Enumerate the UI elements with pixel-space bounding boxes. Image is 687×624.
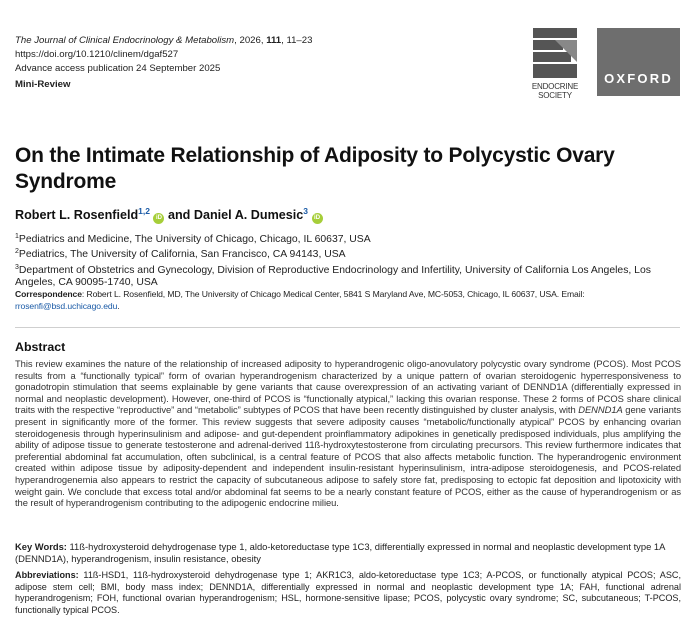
endocrine-society-mark-icon [533,28,577,78]
journal-header [15,34,505,92]
affiliation-1-text: Pediatrics and Medicine, The University of Chicago, Chicago, IL 60637, USA [18,234,371,245]
affiliation-2-text: Pediatrics, The University of California, San Francisco, CA 94143, USA [18,249,346,261]
abbreviations-text: 11ß-HSD1, 11ß-hydroxysteroid dehydrogenase type 1; AKR1C3, aldo-ketoreductase type 1C3; A-PCOS, or functionally atypical PCOS; ASC, adipose stem cell; BMI, body mass index; DENND1A, differentially expressed in normal and neoplastic development type 1A; FAH, functional adrenal hyperandrogenism; FOH, functional ovarian hyperandrogenism; HSL, hormone-sensitive lipase; PCOS, polycystic ovary syndrome; SC, subcutaneous; T-PCOS, functionally typical PCOS. [15,570,681,615]
keywords [15,541,681,564]
oxford-logo[interactable] [597,28,680,96]
citation-line [15,34,505,48]
correspondence [15,289,683,312]
abbreviations-label: Abbreviations: [15,570,79,580]
correspondence-end: . [117,300,120,311]
section-divider [15,327,680,328]
author-list [15,206,323,224]
article-title: On the Intimate Relationship of Adiposity to Polycystic Ovary Syndrome [15,144,615,193]
society-logo-text [518,83,592,100]
article-type: Mini-Review [15,79,71,90]
society-logo-line2: SOCIETY [538,90,572,100]
abstract-part1: This review examines the nature of the relationship of increased adiposity to hyperandrogenic oligo-anovulatory polycystic ovary syndrome (PCOS). Most PCOS results from a “functionally typical” form of ovarian hyperandrogenism characterized by a unique pattern of ovarian steroidogenic hyperresponsiveness to gonadotropin stimulation that seems explainable by gene variants that cause overexpression of an activating variant of DENND1A (differentially expressed in normal and neoplastic development). However, one-third of PCOS is “functionally atypical,” lacking this ovarian response. These 2 forms of PCOS share clinical traits with the respective “reproductive” and “metabolic” subtypes of PCOS that have been recently distinguished by cluster analysis, with [15,358,681,416]
journal-name: The Journal of Clinical Endocrinology & Metabolism [15,35,235,46]
abstract-heading: Abstract [15,340,66,354]
author-rosenfield[interactable]: Robert L. Rosenfield [15,208,139,222]
abstract-body [15,358,681,509]
doi-link[interactable]: https://doi.org/10.1210/clinem/dgaf527 [15,49,179,60]
affiliation-1-num: 1 [15,233,19,240]
affiliation-1 [15,231,675,246]
author2-affil-sup[interactable]: 3 [303,206,309,216]
abbreviations [15,570,681,616]
affiliation-2-num: 2 [15,248,19,256]
affiliations [15,231,675,290]
orcid-icon[interactable]: iD [153,213,164,224]
orcid-icon[interactable]: iD [312,213,323,224]
affiliation-2 [15,246,675,261]
citation-volume: 111 [266,35,282,46]
oxford-logo-text: OXFORD [604,71,673,86]
author-joiner: and [164,208,194,222]
endocrine-society-logo[interactable] [518,28,592,100]
keywords-text: 11ß-hydroxysteroid dehydrogenase type 1, aldo-ketoreductase type 1C3, differentially expressed in normal and neoplastic development type 1A (DENND1A), hyperandrogenism, insulin resistance, obesity [15,541,665,564]
society-logo-line1: ENDOCRINE [531,82,579,91]
advance-access-date: Advance access publication 24 September 2025 [15,63,221,74]
author-dumesic[interactable]: Daniel A. Dumesic [193,208,304,222]
citation-year: , 2026, [234,35,267,46]
affiliation-3-text: Department of Obstetrics and Gynecology, Division of Reproductive Endocrinology and Infertility, University of California Los Angeles, Los Angeles, CA 90095-1740, USA [15,264,651,289]
affiliation-3 [15,262,675,290]
abstract-part2: gene variants present in significantly more of the former. This review suggests that severe adiposity causes “metabolic/functionally atypical” PCOS by enhancing ovarian steroidogenesis through hyperinsulinism and adipose- and gut-dependent proinflammatory adipokines in genetically predisposed individuals, plus amplifying the ability of adipose tissue to generate testosterone and adrenal-derived 11ß-hydroxytestosterone from circulating precursors. This review furthermore indicates that preferential abdominal fat accumulation, often subclinical, is a central feature of PCOS that also affects metabolic function. The hyperandrogenic environment created within adipose tissue by adiposity-dependent and independent insulin-resistant hyperinsulinism, intra-adipose steroidogenesis, and PCOS-related hyperandrogenemia also appears to restrict the capacity of subcutaneous adipose to safely store fat, predisposing to ectopic fat deposition and lipotoxicity with weight gain. We conclude that excess total and/or abdominal fat seems to be a nearly constant feature of PCOS, either as the cause of hyperandrogenism or as the result of hyperandrogenism contributing to the adipogenic endocrine milieu. [15,404,681,509]
abstract-gene-italic: DENND1A [578,404,623,416]
correspondence-label: Correspondence [15,289,82,299]
citation-pages: , 11–23 [281,35,313,46]
correspondence-text: : Robert L. Rosenfield, MD, The University of Chicago Medical Center, 5841 S Maryland Ave, MC-5053, Chicago, IL 60637, USA. Email: [81,289,585,299]
author1-affil-sup[interactable]: 1,2 [138,206,150,216]
correspondence-email-link[interactable]: rrosenfi@bsd.uchicago.edu [15,300,118,311]
keywords-label: Key Words: [15,541,67,552]
affiliation-3-num: 3 [15,263,19,271]
